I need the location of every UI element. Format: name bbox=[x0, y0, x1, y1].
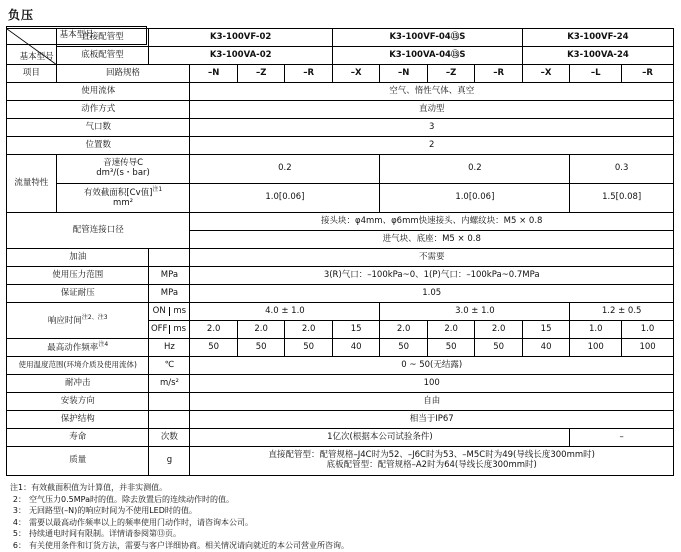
note-text-5: 持续通电时间有限制。详情请参阅第⑬页。 bbox=[29, 529, 181, 539]
row-value-port-size-2: 进气块、底座：M5 × 0.8 bbox=[190, 231, 674, 249]
specification-table-main bbox=[6, 28, 674, 476]
row-label-life: 寿命 bbox=[7, 429, 149, 447]
cell-circuit-8: –L bbox=[570, 65, 622, 83]
freq-1: 50 bbox=[237, 339, 284, 357]
response-off-8: 1.0 bbox=[570, 321, 622, 339]
table-row-frequency bbox=[7, 339, 674, 357]
table-row bbox=[7, 83, 674, 101]
cell-direct-piping-label: 直接配管型 bbox=[56, 29, 149, 47]
table-row-direct-model bbox=[7, 29, 674, 47]
row-value-ports: 3 bbox=[190, 119, 674, 137]
sonic-unit: dm³/(s・bar) bbox=[96, 168, 150, 178]
row-response-off-cell bbox=[149, 321, 190, 339]
cell-model-direct-1: K3-100VF-04⁣⑬S bbox=[332, 29, 522, 47]
freq-3: 40 bbox=[332, 339, 379, 357]
cell-model-base-2: K3-100VA-24 bbox=[522, 47, 673, 65]
row-value-mass bbox=[190, 447, 674, 476]
response-on-0: 4.0 ± 1.0 bbox=[190, 303, 380, 321]
row-value-positions: 2 bbox=[190, 137, 674, 155]
row-label-mass: 质量 bbox=[7, 447, 149, 476]
response-off-1: 2.0 bbox=[237, 321, 284, 339]
note-text-6: 有关使用条件和订货方法，需要与客户详细协商。相关情况请向就近的本公司营业所咨询。 bbox=[29, 540, 349, 550]
row-label-temp: 使用温度范围(环境介质及使用流体) bbox=[7, 357, 149, 375]
table-row-response-on bbox=[7, 303, 674, 321]
cell-circuit-2: –R bbox=[285, 65, 333, 83]
row-label-fluid: 使用流体 bbox=[7, 83, 190, 101]
notes-block bbox=[10, 482, 675, 552]
table-row-port-size bbox=[7, 213, 674, 231]
table-row-base-model bbox=[7, 47, 674, 65]
response-off-2: 2.0 bbox=[285, 321, 333, 339]
mass-line-2: 底板配管型：配管规格–A2时为64(导线长度300mm时) bbox=[326, 460, 537, 470]
row-value-fluid: 空气、惰性气体、真空 bbox=[190, 83, 674, 101]
freq-6: 50 bbox=[475, 339, 522, 357]
cell-basic-model-label-text: 基本型号 bbox=[19, 52, 54, 63]
cell-circuit-1: –Z bbox=[237, 65, 284, 83]
row-value-protection: 相当于IP67 bbox=[190, 411, 674, 429]
row-value-lubrication: 不需要 bbox=[190, 249, 674, 267]
response-off-unit: ms bbox=[173, 323, 187, 334]
response-on-unit: ms bbox=[173, 305, 187, 316]
cell-model-direct-0: K3-100VF-02 bbox=[149, 29, 332, 47]
row-label-ports: 气口数 bbox=[7, 119, 190, 137]
table-row-life bbox=[7, 429, 674, 447]
area-unit: mm² bbox=[113, 197, 134, 208]
row-unit-pressure-range: MPa bbox=[149, 267, 190, 285]
row-label-response bbox=[7, 303, 149, 339]
row-value-temp: 0 ~ 50(无结露) bbox=[190, 357, 674, 375]
note-num-3: 3： bbox=[12, 506, 26, 516]
response-sup: 注2、注3 bbox=[81, 313, 108, 321]
flow-area-0: 1.0[0.06] bbox=[190, 184, 380, 213]
note-row-5 bbox=[10, 528, 675, 540]
row-label-area bbox=[56, 184, 190, 213]
row-label-port-size: 配管连接口径 bbox=[7, 213, 190, 249]
row-label-protection: 保护结构 bbox=[7, 411, 149, 429]
table-row-flow-area bbox=[7, 184, 674, 213]
note-row-2 bbox=[10, 494, 675, 506]
note-row-6 bbox=[10, 540, 675, 552]
cell-circuit-3: –X bbox=[332, 65, 379, 83]
frequency-label-text: 最高动作频率 bbox=[47, 342, 99, 353]
table-row-circuit bbox=[7, 65, 674, 83]
cell-circuit-label: 回路规格 bbox=[56, 65, 190, 83]
row-label-positions: 位置数 bbox=[7, 137, 190, 155]
sonic-name: 音速传导C bbox=[103, 158, 143, 169]
table-row bbox=[7, 119, 674, 137]
row-unit-mass: g bbox=[149, 447, 190, 476]
table-row bbox=[7, 285, 674, 303]
response-off-3: 15 bbox=[332, 321, 379, 339]
response-on-2: 1.2 ± 0.5 bbox=[570, 303, 674, 321]
flow-area-2: 1.5[0.08] bbox=[570, 184, 674, 213]
response-off-7: 15 bbox=[522, 321, 569, 339]
row-unit-lubrication bbox=[149, 249, 190, 267]
freq-2: 50 bbox=[285, 339, 333, 357]
row-label-action: 动作方式 bbox=[7, 101, 190, 119]
row-value-shock: 100 bbox=[190, 375, 674, 393]
response-on-label: ON bbox=[149, 307, 170, 317]
row-unit-shock: m/s² bbox=[149, 375, 190, 393]
cell-circuit-9: –R bbox=[622, 65, 674, 83]
row-label-mounting: 安装方向 bbox=[7, 393, 149, 411]
note-text-2: 空气压力0.5MPa时的值。除去放置后的连续动作时的值。 bbox=[29, 494, 234, 504]
row-unit-mounting bbox=[149, 393, 190, 411]
freq-5: 50 bbox=[427, 339, 474, 357]
area-sup: 注1 bbox=[152, 186, 163, 194]
table-row bbox=[7, 249, 674, 267]
table-row bbox=[7, 393, 674, 411]
cell-basic-model-header bbox=[7, 29, 57, 65]
response-label-text: 响应时间 bbox=[47, 315, 82, 326]
mass-line-1: 直接配管型：配管规格–J4C时为52、–J6C时为53、–M5C时为49(导线长度300mm时) bbox=[268, 450, 595, 461]
row-value-pressure-range: 3(R)气口：–100kPa~0、1(P)气口：–100kPa~0.7MPa bbox=[190, 267, 674, 285]
flow-sonic-1: 0.2 bbox=[380, 155, 570, 184]
note-text-1: 注1：有效截面积值为计算值，并非实测值。 bbox=[10, 483, 168, 492]
cell-model-base-1: K3-100VA-04⑬S bbox=[332, 47, 522, 65]
flow-area-1: 1.0[0.06] bbox=[380, 184, 570, 213]
flow-sonic-0: 0.2 bbox=[190, 155, 380, 184]
row-response-on-cell bbox=[149, 303, 190, 321]
cell-circuit-6: –R bbox=[475, 65, 522, 83]
response-off-label: OFF bbox=[149, 325, 170, 335]
row-label-flow: 流量特性 bbox=[7, 155, 57, 213]
response-on-1: 3.0 ± 1.0 bbox=[380, 303, 570, 321]
note-text-3: 无回路型(–N)的响应时间为不使用LED时的值。 bbox=[29, 506, 197, 516]
note-num-5: 5： bbox=[12, 529, 26, 539]
row-label-proof-pressure: 保证耐压 bbox=[7, 285, 149, 303]
row-label-sonic bbox=[56, 155, 190, 184]
note-row-4 bbox=[10, 517, 675, 529]
note-num-2: 2： bbox=[12, 494, 26, 504]
table-row bbox=[7, 411, 674, 429]
row-value-port-size-1: 接头块：φ4mm、φ6mm快速接头、内螺纹块：M5 × 0.8 bbox=[190, 213, 674, 231]
table-row bbox=[7, 101, 674, 119]
response-off-5: 2.0 bbox=[427, 321, 474, 339]
row-label-frequency bbox=[7, 339, 149, 357]
freq-4: 50 bbox=[380, 339, 427, 357]
cell-item-label: 项目 bbox=[7, 65, 57, 83]
cell-model-base-0: K3-100VA-02 bbox=[149, 47, 332, 65]
response-off-9: 1.0 bbox=[622, 321, 674, 339]
table-row bbox=[7, 357, 674, 375]
frequency-sup: 注4 bbox=[98, 340, 109, 348]
row-label-pressure-range: 使用压力范围 bbox=[7, 267, 149, 285]
note-row-1 bbox=[10, 482, 675, 494]
freq-9: 100 bbox=[622, 339, 674, 357]
row-value-action: 直动型 bbox=[190, 101, 674, 119]
row-unit-life: 次数 bbox=[149, 429, 190, 447]
table-row-mass bbox=[7, 447, 674, 476]
response-off-4: 2.0 bbox=[380, 321, 427, 339]
table-row bbox=[7, 137, 674, 155]
note-text-4: 需要以最高动作频率以上的频率使用门动作时，请咨询本公司。 bbox=[29, 517, 253, 527]
response-off-0: 2.0 bbox=[190, 321, 237, 339]
row-unit-frequency: Hz bbox=[149, 339, 190, 357]
cell-circuit-4: –N bbox=[380, 65, 427, 83]
row-value-life-right: – bbox=[570, 429, 674, 447]
row-unit-protection bbox=[149, 411, 190, 429]
note-num-4: 4： bbox=[12, 517, 26, 527]
freq-0: 50 bbox=[190, 339, 237, 357]
note-row-3 bbox=[10, 505, 675, 517]
row-value-proof-pressure: 1.05 bbox=[190, 285, 674, 303]
row-label-shock: 耐冲击 bbox=[7, 375, 149, 393]
cell-circuit-0: –N bbox=[190, 65, 237, 83]
row-value-life: 1亿次(根据本公司试验条件) bbox=[190, 429, 570, 447]
flow-sonic-2: 0.3 bbox=[570, 155, 674, 184]
table-row bbox=[7, 375, 674, 393]
freq-7: 40 bbox=[522, 339, 569, 357]
cell-model-direct-2: K3-100VF-24 bbox=[522, 29, 673, 47]
row-label-lubrication: 加油 bbox=[7, 249, 149, 267]
response-off-6: 2.0 bbox=[475, 321, 522, 339]
table-row bbox=[7, 267, 674, 285]
cell-circuit-5: –Z bbox=[427, 65, 474, 83]
note-num-6: 6： bbox=[12, 540, 26, 550]
cell-base-piping-label: 底板配管型 bbox=[56, 47, 149, 65]
row-unit-proof-pressure: MPa bbox=[149, 285, 190, 303]
cell-basic-model-label: 基本型号 bbox=[7, 27, 147, 45]
area-name: 有效截面积[Cv值] bbox=[83, 188, 153, 199]
row-unit-temp: ℃ bbox=[149, 357, 190, 375]
table-row-flow-sonic bbox=[7, 155, 674, 184]
page-title: 负压 bbox=[8, 8, 35, 22]
cell-circuit-7: –X bbox=[522, 65, 569, 83]
freq-8: 100 bbox=[570, 339, 622, 357]
row-value-mounting: 自由 bbox=[190, 393, 674, 411]
